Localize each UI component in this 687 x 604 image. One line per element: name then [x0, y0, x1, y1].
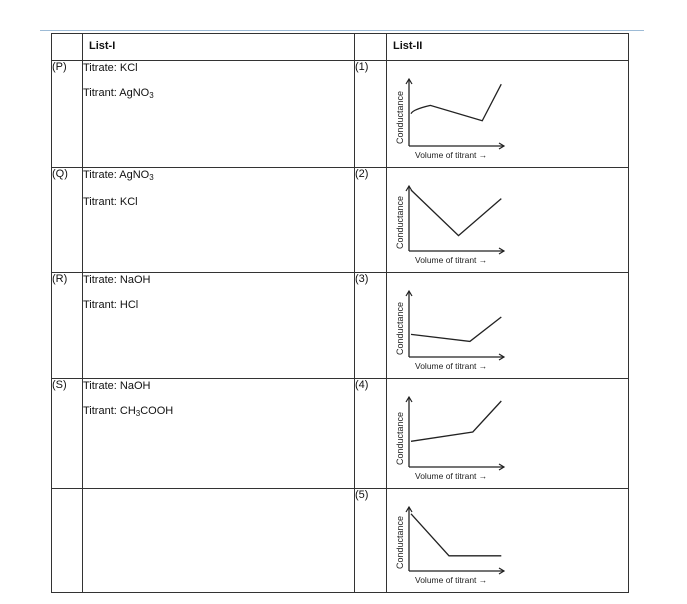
conductance-graph-5 [387, 489, 629, 593]
y-axis-label: Conductance [395, 195, 405, 249]
top-rule [40, 30, 644, 31]
y-axis-label: Conductance [395, 90, 405, 144]
x-axis-label: Volume of titrant → [415, 575, 488, 585]
conductance-curve [411, 514, 501, 556]
match-table [51, 33, 629, 593]
x-axis-label: Volume of titrant → [415, 150, 488, 160]
row-code: (R) [52, 273, 83, 379]
y-axis-label: Conductance [395, 515, 405, 569]
titrate-text: Titrate: NaOH [83, 380, 151, 392]
titrant-text: Titrant: $CH_3COOH$ [83, 405, 174, 418]
row-text [83, 489, 355, 593]
row-code: (P) [52, 61, 83, 168]
conductance-graph-2 [387, 168, 629, 273]
conductance-curve [411, 317, 501, 341]
option-number: (4) [355, 379, 387, 489]
titrant-text: Titrant: HCl [83, 299, 139, 311]
row-text [83, 379, 355, 489]
conductance-curve [411, 190, 501, 236]
graph-cell-4 [387, 379, 629, 489]
conductance-graph-3 [387, 273, 629, 379]
titrate-text: Titrate: AgNO$_3$ [83, 169, 154, 182]
header-list1: List-I [83, 34, 355, 61]
header-empty-left [52, 34, 83, 61]
x-axis-label: Volume of titrant → [415, 255, 488, 265]
option-number: (2) [355, 168, 387, 273]
row-text [83, 61, 355, 168]
conductance-curve [411, 401, 501, 441]
option-number: (3) [355, 273, 387, 379]
graph-cell-3 [387, 273, 629, 379]
x-axis-label: Volume of titrant → [415, 471, 488, 481]
conductance-curve [411, 84, 501, 121]
titrant-text: Titrant: KCl [83, 196, 138, 208]
row-code: (S) [52, 379, 83, 489]
x-axis-label: Volume of titrant → [415, 361, 488, 371]
y-axis-label: Conductance [395, 301, 405, 355]
graph-cell-2 [387, 168, 629, 273]
graph-cell-5 [387, 489, 629, 593]
option-number: (1) [355, 61, 387, 168]
table-row-q [52, 168, 629, 273]
row-code [52, 489, 83, 593]
table-row-r [52, 273, 629, 379]
header-list2: List-II [387, 34, 629, 61]
table-row-p [52, 61, 629, 168]
header-empty-right [355, 34, 387, 61]
header-row [52, 34, 629, 61]
titrate-text: Titrate: NaOH [83, 274, 151, 286]
graph-cell-1 [387, 61, 629, 168]
row-text [83, 168, 355, 273]
titrant-text: Titrant: AgNO$_3$ [83, 87, 154, 100]
conductance-graph-4 [387, 379, 629, 489]
conductance-graph-1 [387, 61, 629, 168]
titrate-text: Titrate: KCl [83, 62, 138, 74]
row-text [83, 273, 355, 379]
option-number: (5) [355, 489, 387, 593]
table-row-s [52, 379, 629, 489]
y-axis-label: Conductance [395, 411, 405, 465]
table-row-5 [52, 489, 629, 593]
row-code: (Q) [52, 168, 83, 273]
